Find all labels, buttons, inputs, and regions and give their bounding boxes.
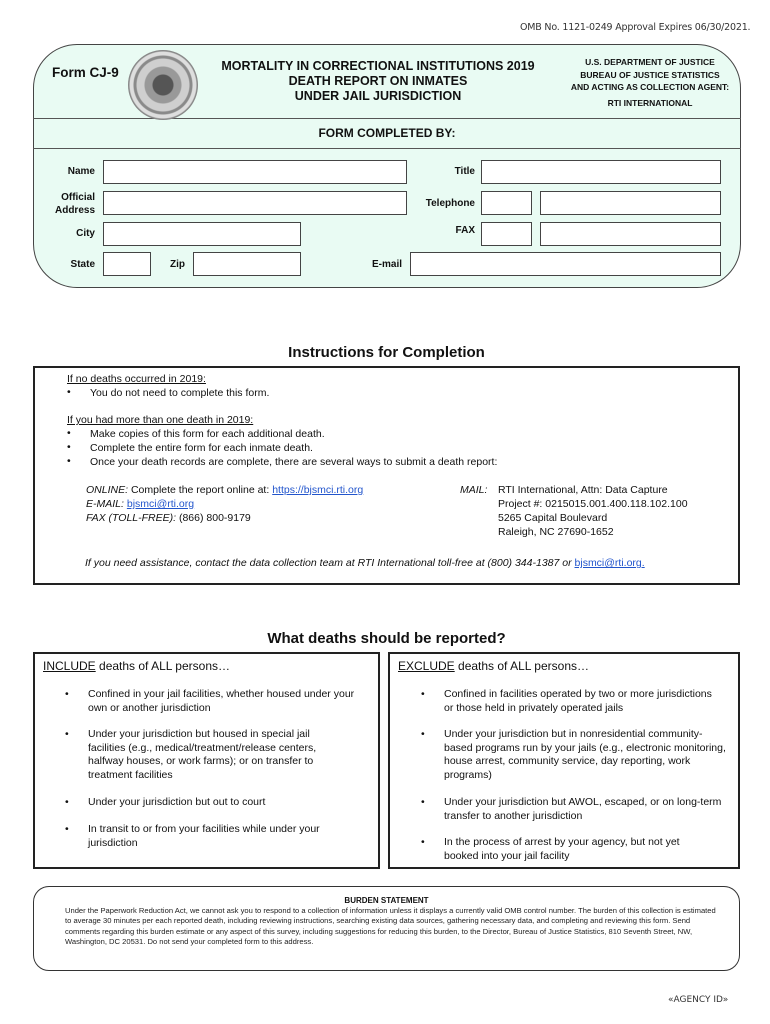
telephone-label: Telephone <box>425 198 475 209</box>
online-label: ONLINE: <box>86 484 129 496</box>
fax-option-value: (866) 800-9179 <box>178 512 251 524</box>
title-label: Title <box>454 166 475 177</box>
fax-option <box>86 511 251 525</box>
bullet-icon: • <box>421 836 425 848</box>
what-deaths-heading: What deaths should be reported? <box>267 630 506 647</box>
exclude-keyword: EXCLUDE <box>398 659 455 673</box>
omb-notice: OMB No. 1121-0249 Approval Expires 06/30/2021. <box>520 22 751 33</box>
assistance-email-link[interactable]: bjsmci@rti.org. <box>574 557 645 569</box>
multi-deaths-heading: If you had more than one death in 2019: <box>67 414 254 426</box>
mail-line: Project #: 0215015.001.400.118.102.100 <box>498 498 688 510</box>
include-heading <box>43 659 230 673</box>
agency-line: RTI INTERNATIONAL <box>607 97 693 108</box>
agency-line: AND ACTING AS COLLECTION AGENT: <box>570 82 730 92</box>
state-field[interactable] <box>103 252 151 276</box>
bullet-icon: • <box>67 386 71 398</box>
city-label: City <box>76 228 95 239</box>
email-label: E-mail <box>371 259 402 270</box>
title-line: DEATH REPORT ON INMATES <box>288 74 468 88</box>
label-line: Address <box>54 205 95 216</box>
no-deaths-heading: If no deaths occurred in 2019: <box>67 373 206 385</box>
mail-line: 5265 Capital Boulevard <box>498 512 608 524</box>
bullet-icon: • <box>65 796 69 808</box>
bullet-icon: • <box>421 728 425 740</box>
fax-area-code-field[interactable] <box>481 222 532 246</box>
bullet-icon: • <box>421 796 425 808</box>
doj-seal-icon <box>128 50 198 120</box>
fax-label: FAX <box>455 225 475 236</box>
bullet-icon: • <box>67 427 71 439</box>
form-id: Form CJ-9 <box>52 65 119 80</box>
online-text: Complete the report online at: <box>130 484 270 496</box>
agency-line: U.S. DEPARTMENT OF JUSTICE <box>585 57 715 67</box>
include-rest: deaths of ALL persons… <box>95 659 230 673</box>
exclude-rest: deaths of ALL persons… <box>454 659 589 673</box>
telephone-area-code-field[interactable] <box>481 191 532 215</box>
city-field[interactable] <box>103 222 301 246</box>
instruction-item: Complete the entire form for each inmate death. <box>90 442 313 454</box>
bullet-icon: • <box>421 688 425 700</box>
email-field[interactable] <box>410 252 721 276</box>
email-option-link[interactable]: bjsmci@rti.org <box>126 498 195 510</box>
bullet-icon: • <box>65 688 69 700</box>
title-line: UNDER JAIL JURISDICTION <box>294 89 462 103</box>
mail-line: RTI International, Attn: Data Capture <box>498 484 668 496</box>
online-link[interactable]: https://bjsmci.rti.org <box>272 484 364 496</box>
bullet-icon: • <box>67 441 71 453</box>
assistance-note <box>85 556 645 570</box>
name-label: Name <box>67 166 95 177</box>
title-line: MORTALITY IN CORRECTIONAL INSTITUTIONS 2019 <box>221 59 535 73</box>
state-label: State <box>70 259 95 270</box>
instruction-item: Once your death records are complete, there are several ways to submit a death report: <box>90 456 498 468</box>
fax-option-label: FAX (TOLL-FREE): <box>86 512 177 524</box>
agency-id-placeholder: «AGENCY ID» <box>668 995 729 1005</box>
header-divider <box>33 118 741 119</box>
burden-title: BURDEN STATEMENT <box>344 896 429 905</box>
telephone-number-field[interactable] <box>540 191 721 215</box>
agency-line: BUREAU OF JUSTICE STATISTICS <box>580 69 720 80</box>
agency-info <box>555 56 745 109</box>
label-line: Official <box>61 192 95 203</box>
fax-number-field[interactable] <box>540 222 721 246</box>
mail-address <box>498 483 688 539</box>
mail-label: MAIL: <box>460 484 488 496</box>
official-address-label <box>40 191 95 217</box>
zip-label: Zip <box>170 259 185 270</box>
completed-by-heading: FORM COMPLETED BY: <box>318 126 456 140</box>
bullet-icon: • <box>67 455 71 467</box>
include-keyword: INCLUDE <box>43 659 96 673</box>
exclude-heading <box>398 659 589 673</box>
instructions-heading: Instructions for Completion <box>288 344 485 361</box>
online-option <box>86 483 363 497</box>
burden-body: Under the Paperwork Reduction Act, we cannot ask you to respond to a collection of information unless it displays a currently valid OMB control number. The burden of this collection is estimated to average 30 minutes per each reported death, including reviewing instructions, searching existing data sources, gathering necessary data, and completing and reviewing this form. Send comments regarding this burden estimate or any aspect of this survey, including suggestions for reducing this burden, to the Director, Bureau of Justice Statistics, 810 Seventh Street, NW, Washington, DC 20531. Do not send your completed form to this address. <box>65 906 716 947</box>
bullet-icon: • <box>65 823 69 835</box>
title-field[interactable] <box>481 160 721 184</box>
official-address-field[interactable] <box>103 191 407 215</box>
email-option-label: E-MAIL: <box>86 498 124 510</box>
email-option <box>86 497 194 511</box>
assistance-text: If you need assistance, contact the data collection team at RTI International toll-free at (800) 344-1387 or <box>85 557 572 569</box>
bullet-icon: • <box>65 728 69 740</box>
zip-field[interactable] <box>193 252 301 276</box>
instruction-item: Make copies of this form for each additional death. <box>90 428 325 440</box>
name-field[interactable] <box>103 160 407 184</box>
header-divider <box>33 148 741 149</box>
mail-line: Raleigh, NC 27690-1652 <box>498 526 614 538</box>
instruction-item: You do not need to complete this form. <box>90 387 270 399</box>
form-title <box>210 59 546 104</box>
